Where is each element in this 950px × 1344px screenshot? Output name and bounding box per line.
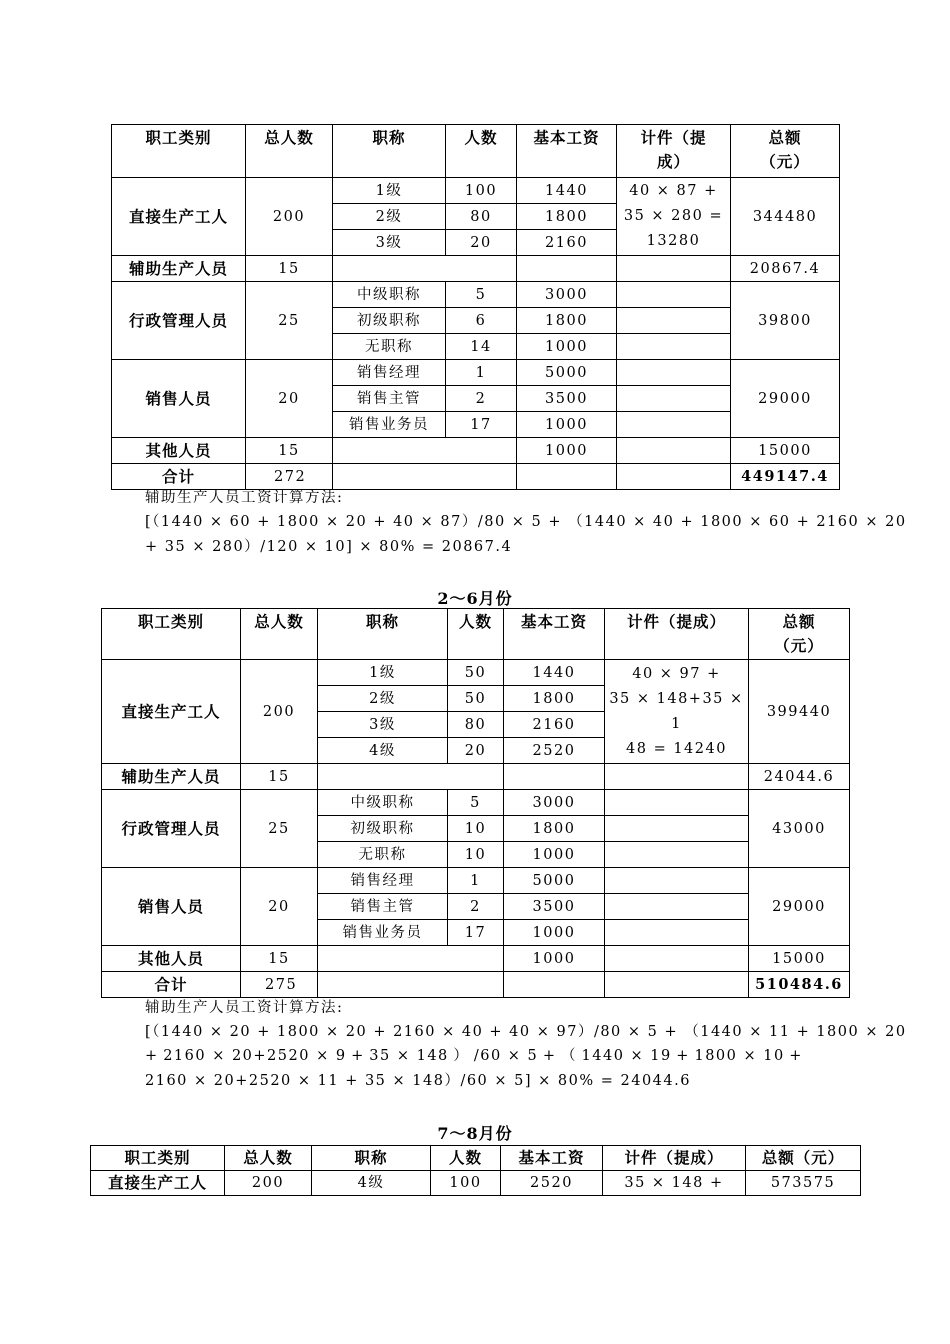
total-count-cell: 200: [225, 1171, 312, 1196]
empty-cell: [605, 764, 749, 790]
header-total-line-1: 总额: [782, 613, 816, 631]
base-wage-cell: 2160: [504, 712, 605, 738]
title-cell: 4级: [312, 1171, 431, 1196]
title-cell: 销售主管: [318, 894, 448, 920]
empty-cell: [605, 816, 749, 842]
total-cell: 573575: [746, 1171, 861, 1196]
base-wage-cell: 2160: [517, 230, 617, 256]
empty-cell: [517, 464, 617, 490]
title-cell: 中级职称: [333, 282, 446, 308]
total-count-cell: 25: [241, 790, 318, 868]
title-cell: 3级: [333, 230, 446, 256]
category-cell: 辅助生产人员: [112, 256, 246, 282]
total-cell: 344480: [731, 178, 840, 256]
header-piece-line-2: 成）: [656, 153, 690, 171]
title-cell: 2级: [318, 686, 448, 712]
base-wage-cell: 3500: [517, 386, 617, 412]
empty-cell: [605, 894, 749, 920]
empty-cell: [617, 438, 731, 464]
piece-formula-cell: [617, 178, 731, 256]
count-cell: 1: [446, 360, 517, 386]
header-category: 职工类别: [102, 609, 241, 660]
count-cell: 2: [448, 894, 504, 920]
piece-formula-line: 40 × 97 +: [632, 665, 721, 682]
title-cell: 销售经理: [318, 868, 448, 894]
empty-cell: [605, 972, 749, 998]
note-formula-part: +: [145, 1048, 159, 1064]
count-cell: 80: [448, 712, 504, 738]
note-formula-part: +: [542, 1048, 557, 1064]
title-cell: 无职称: [333, 334, 446, 360]
note-formula-part: +: [351, 1048, 365, 1064]
category-cell: 其他人员: [112, 438, 246, 464]
empty-cell: [617, 386, 731, 412]
piece-formula-cell: [605, 660, 749, 764]
base-wage-cell: 3500: [504, 894, 605, 920]
piece-formula-line: 48 = 14240: [626, 740, 727, 757]
note-formula-part: 1800 × 10: [694, 1048, 785, 1064]
empty-cell: [617, 256, 731, 282]
note-formula-part: +: [676, 1048, 690, 1064]
empty-cell: [318, 972, 504, 998]
section-title: 2～6月份: [437, 589, 513, 608]
header-total-line-2: （元）: [774, 637, 824, 655]
count-cell: 100: [446, 178, 517, 204]
base-wage-cell: 1800: [517, 204, 617, 230]
header-total: [731, 125, 840, 178]
count-cell: 14: [446, 334, 517, 360]
table-row: [112, 256, 840, 282]
title-cell: 2级: [333, 204, 446, 230]
empty-cell: [617, 308, 731, 334]
note-formula-line: + 35 × 280）/120 × 10] × 80% = 20867.4: [145, 539, 513, 555]
total-count-cell: 200: [241, 660, 318, 764]
count-cell: 17: [446, 412, 517, 438]
base-wage-cell: 1800: [504, 816, 605, 842]
note-formula-part: （: [561, 1048, 577, 1064]
title-cell: 1级: [333, 178, 446, 204]
note-formula-line: [（1440 × 20 + 1800 × 20 + 2160 × 40 + 40 × 97）/80 × 5 + （1440 × 11 + 1800 × 20: [145, 1024, 907, 1040]
empty-cell: [605, 842, 749, 868]
header-total: [749, 609, 850, 660]
table-row: [112, 438, 840, 464]
base-wage-cell: 1000: [504, 842, 605, 868]
total-cell: 15000: [731, 438, 840, 464]
base-wage-cell: 5000: [504, 868, 605, 894]
piece-formula-line: 35 × 280 =: [623, 208, 724, 224]
base-wage-cell: 3000: [504, 790, 605, 816]
count-cell: 20: [448, 738, 504, 764]
header-count: 人数: [448, 609, 504, 660]
header-total-count: 总人数: [225, 1146, 312, 1171]
category-cell: 直接生产工人: [91, 1171, 225, 1196]
table-row: [102, 764, 850, 790]
total-cell: 15000: [749, 946, 850, 972]
total-count-cell: 15: [241, 946, 318, 972]
count-cell: 100: [431, 1171, 501, 1196]
note-formula-part: 35 × 148: [369, 1048, 449, 1064]
total-cell: 39800: [731, 282, 840, 360]
base-wage-cell: 1000: [504, 946, 605, 972]
table-row: [102, 946, 850, 972]
note-formula-line: 2160 × 20+2520 × 11 + 35 × 148）/60 × 5] × 80% = 24044.6: [145, 1073, 691, 1089]
note-label: 辅助生产人员工资计算方法:: [145, 1000, 344, 1016]
total-cell: 24044.6: [749, 764, 850, 790]
header-piece-line-1: 计件（提: [640, 129, 707, 147]
count-cell: 50: [448, 660, 504, 686]
category-cell: 辅助生产人员: [102, 764, 241, 790]
note-formula-part: +: [789, 1048, 803, 1064]
wage-table-3: [90, 1145, 861, 1196]
category-cell: 销售人员: [112, 360, 246, 438]
base-wage-cell: 1000: [517, 438, 617, 464]
header-category: 职工类别: [91, 1146, 225, 1171]
title-cell: 4级: [318, 738, 448, 764]
header-base-wage: 基本工资: [517, 125, 617, 178]
section-title: 7～8月份: [437, 1124, 513, 1143]
empty-cell: [617, 412, 731, 438]
piece-formula-line: 35 × 148+35 × 1: [609, 690, 744, 732]
total-cell: 43000: [749, 790, 850, 868]
base-wage-cell: 1800: [517, 308, 617, 334]
note-formula-line: [145, 1044, 803, 1068]
table-row: [112, 282, 840, 308]
table-row: [112, 360, 840, 386]
title-cell: 无职称: [318, 842, 448, 868]
category-cell: 行政管理人员: [112, 282, 246, 360]
category-cell: 合计: [112, 464, 246, 490]
base-wage-cell: 1440: [517, 178, 617, 204]
total-count-cell: 272: [246, 464, 333, 490]
total-count-cell: 25: [246, 282, 333, 360]
note-formula-part: ）: [453, 1048, 470, 1064]
table-row: [102, 868, 850, 894]
count-cell: 10: [448, 842, 504, 868]
header-total: 总额（元）: [746, 1146, 861, 1171]
table-row: [102, 972, 850, 998]
title-cell: 3级: [318, 712, 448, 738]
empty-cell: [333, 438, 517, 464]
empty-cell: [318, 764, 504, 790]
grand-total-cell: 510484.6: [749, 972, 850, 998]
header-title: 职称: [312, 1146, 431, 1171]
title-cell: 初级职称: [333, 308, 446, 334]
table-row: [91, 1171, 861, 1196]
empty-cell: [333, 256, 517, 282]
total-count-cell: 15: [246, 256, 333, 282]
base-wage-cell: 1440: [504, 660, 605, 686]
table-row: [102, 660, 850, 686]
title-cell: 中级职称: [318, 790, 448, 816]
empty-cell: [318, 946, 504, 972]
empty-cell: [504, 764, 605, 790]
count-cell: 6: [446, 308, 517, 334]
wage-table-2: [101, 608, 850, 998]
count-cell: 20: [446, 230, 517, 256]
header-base-wage: 基本工资: [504, 609, 605, 660]
empty-cell: [333, 464, 517, 490]
category-cell: 合计: [102, 972, 241, 998]
note-formula-part: 1440 × 19: [581, 1048, 672, 1064]
header-base-wage: 基本工资: [501, 1146, 603, 1171]
empty-cell: [617, 464, 731, 490]
empty-cell: [605, 920, 749, 946]
table-row: [112, 178, 840, 204]
piece-formula-cell: 35 × 148 +: [603, 1171, 746, 1196]
base-wage-cell: 2520: [501, 1171, 603, 1196]
empty-cell: [605, 868, 749, 894]
header-count: 人数: [446, 125, 517, 178]
title-cell: 1级: [318, 660, 448, 686]
note-label: 辅助生产人员工资计算方法:: [145, 490, 344, 506]
total-count-cell: 20: [241, 868, 318, 946]
category-cell: 直接生产工人: [102, 660, 241, 764]
title-cell: 销售业务员: [318, 920, 448, 946]
title-cell: 初级职称: [318, 816, 448, 842]
total-cell: 29000: [731, 360, 840, 438]
total-count-cell: 275: [241, 972, 318, 998]
base-wage-cell: 1000: [517, 412, 617, 438]
piece-formula-line: 40 × 87 +: [629, 183, 718, 199]
total-cell: 20867.4: [731, 256, 840, 282]
header-total-line-1: 总额: [768, 129, 802, 147]
total-cell: 399440: [749, 660, 850, 764]
total-count-cell: 15: [241, 764, 318, 790]
category-cell: 其他人员: [102, 946, 241, 972]
empty-cell: [617, 282, 731, 308]
empty-cell: [617, 360, 731, 386]
category-cell: 直接生产工人: [112, 178, 246, 256]
base-wage-cell: 1800: [504, 686, 605, 712]
empty-cell: [517, 256, 617, 282]
header-piece: 计件（提成）: [603, 1146, 746, 1171]
header-count: 人数: [431, 1146, 501, 1171]
header-category: 职工类别: [112, 125, 246, 178]
header-title: 职称: [318, 609, 448, 660]
base-wage-cell: 1000: [517, 334, 617, 360]
wage-table-1: [111, 124, 840, 490]
header-piece: [617, 125, 731, 178]
title-cell: 销售业务员: [333, 412, 446, 438]
count-cell: 1: [448, 868, 504, 894]
category-cell: 行政管理人员: [102, 790, 241, 868]
header-title: 职称: [333, 125, 446, 178]
title-cell: 销售经理: [333, 360, 446, 386]
base-wage-cell: 2520: [504, 738, 605, 764]
empty-cell: [605, 790, 749, 816]
header-piece: 计件（提成）: [605, 609, 749, 660]
note-formula-line: [（1440 × 60 + 1800 × 20 + 40 × 87）/80 × 5 + （1440 × 40 + 1800 × 60 + 2160 × 20: [145, 514, 907, 530]
total-cell: 29000: [749, 868, 850, 946]
title-cell: 销售主管: [333, 386, 446, 412]
base-wage-cell: 5000: [517, 360, 617, 386]
total-count-cell: 15: [246, 438, 333, 464]
count-cell: 10: [448, 816, 504, 842]
header-total-count: 总人数: [241, 609, 318, 660]
base-wage-cell: 1000: [504, 920, 605, 946]
count-cell: 50: [448, 686, 504, 712]
note-formula-part: /60 × 5: [473, 1048, 539, 1064]
count-cell: 17: [448, 920, 504, 946]
header-total-count: 总人数: [246, 125, 333, 178]
base-wage-cell: 3000: [517, 282, 617, 308]
total-count-cell: 20: [246, 360, 333, 438]
table-row: [102, 790, 850, 816]
empty-cell: [504, 972, 605, 998]
count-cell: 80: [446, 204, 517, 230]
grand-total-cell: 449147.4: [731, 464, 840, 490]
total-count-cell: 200: [246, 178, 333, 256]
header-total-line-2: （元）: [760, 153, 810, 171]
count-cell: 5: [446, 282, 517, 308]
category-cell: 销售人员: [102, 868, 241, 946]
empty-cell: [605, 946, 749, 972]
empty-cell: [617, 334, 731, 360]
count-cell: 5: [448, 790, 504, 816]
piece-formula-line: 13280: [646, 233, 701, 249]
note-formula-part: 2160 × 20+2520 × 9: [163, 1048, 347, 1064]
count-cell: 2: [446, 386, 517, 412]
